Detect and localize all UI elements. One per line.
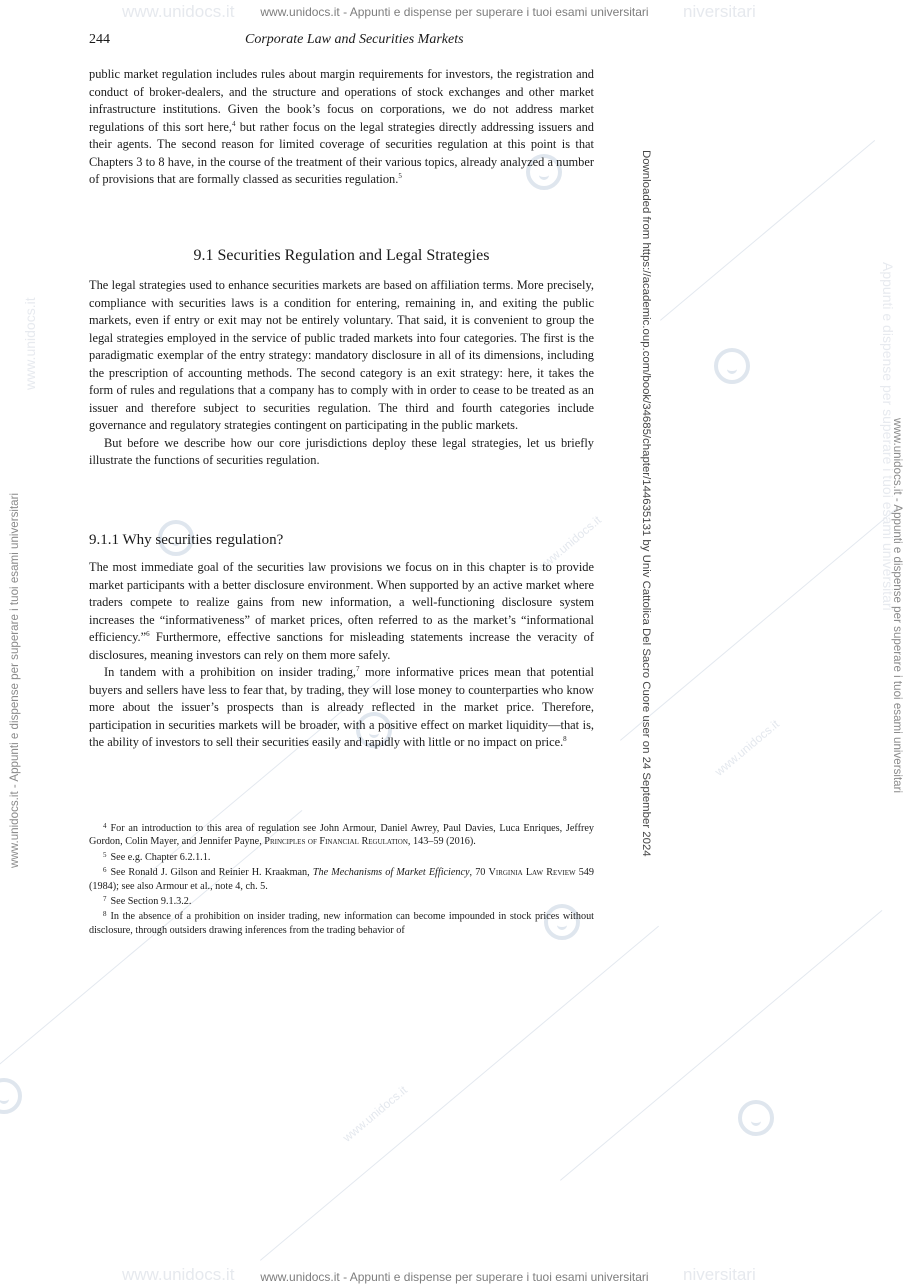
watermark-ghost-text: www.unidocs.it bbox=[122, 2, 235, 21]
watermark-ghost-text: niversitari bbox=[683, 2, 756, 21]
paragraph: The legal strategies used to enhance securities markets are based on affiliation terms. More precisely, compliance with securities laws is a condition for entering, remaining in, and exiting the public markets, even if entry or exit may not be entirely voluntary. That said, it is convenient to group the legal strategies employed in the service of public traded markets into four categories. The first is the paradigmatic exemplar of the entry strategy: mandatory disclosure in all of its dimensions, including the prescription of accounting methods. The second category is an exit strategy: here, it takes the form of rules and regulations that a company has to comply with in order to cease to be treated as an issuer and therefore subject to securities regulation. The third and fourth categories include governance and regulatory strategies contingent on participating in the public markets. bbox=[89, 278, 594, 432]
watermark-diagonal-line bbox=[620, 509, 896, 741]
watermark-side-left-ghost: www.unidocs.it bbox=[22, 297, 38, 390]
section-body bbox=[89, 277, 594, 470]
watermark-side-right-ghost: Appunti e dispense per superare i tuoi esami universitari bbox=[880, 262, 896, 611]
subsection-body bbox=[89, 559, 594, 752]
footnote-ref[interactable]: 4 bbox=[232, 119, 236, 128]
watermark-diagonal-text: www.unidocs.it bbox=[340, 1082, 410, 1145]
footnotes bbox=[89, 820, 594, 937]
watermark-diagonal-line bbox=[560, 910, 882, 1181]
intro-block bbox=[89, 66, 594, 189]
section-heading: 9.1 Securities Regulation and Legal Strategies bbox=[193, 247, 490, 264]
watermark-diagonal-text: www.unidocs.it bbox=[712, 716, 782, 779]
watermark-side-left: www.unidocs.it - Appunti e dispense per superare i tuoi esami universitari bbox=[8, 492, 21, 868]
footnote: $^8$ In the absence of a prohibition on insider trading, new information can become impounded in stock prices without disclosure, through outsiders drawing inferences from the trading behavior of bbox=[89, 910, 594, 936]
paragraph: The most immediate goal of the securities law provisions we focus on in this chapter is to provide market participants with a better disclosure environment. When supported by an active market where traders compete to realize gains from new information, a well-functioning disclosure system increases the “informativeness” of market prices, often referred to as the market’s “informational efficiency.”$^6$ Furthermore, effective sanctions for misleading statements increase the veracity of disclosures, meaning investors can rely on them more safely. bbox=[89, 560, 594, 662]
watermark-banner-top: www.unidocs.it - Appunti e dispense per superare i tuoi esami universitari bbox=[260, 5, 649, 19]
download-notice: Downloaded from https://academic.oup.com/book/34685/chapter/144635131 by Univ Cattolica Del Sacro Cuore user on 24 September 2024 bbox=[640, 150, 652, 857]
running-title: Corporate Law and Securities Markets bbox=[245, 32, 464, 47]
footnote: $^7$ See Section 9.1.3.2. bbox=[103, 895, 192, 908]
watermark-logo-icon bbox=[0, 1078, 22, 1114]
watermark-logo-icon bbox=[714, 348, 750, 384]
footnote: $^4$ For an introduction to this area of regulation see John Armour, Daniel Awrey, Paul Davies, Luca Enriques, Jeffrey Gordon, Colin Mayer, and Jennifer Payne, Principles of Financial Regulation, 143–59 (2016). bbox=[89, 822, 594, 848]
watermark-diagonal-text: www.unidocs.it bbox=[534, 512, 604, 575]
footnote: $^5$ See e.g. Chapter 6.2.1.1. bbox=[103, 850, 211, 863]
paragraph: In tandem with a prohibition on insider trading,$^7$ more informative prices mean that potential buyers and sellers have less to fear that, by trading, they will lose money to counterparties who know more about the issuer’s prospects than is already reflected in the market price. Therefore, participation in securities markets will be broader, with a positive effect on market liquidity—that is, the ability of investors to sell their securities easily and rapidly with little or no impact on price.$^8$ bbox=[89, 665, 594, 749]
watermark-ghost-text: niversitari bbox=[683, 1265, 756, 1284]
watermark-logo-icon bbox=[738, 1100, 774, 1136]
footnote-ref[interactable]: 8 bbox=[563, 735, 567, 743]
page-number: 244 bbox=[89, 32, 110, 47]
watermark-diagonal-line bbox=[260, 926, 659, 1261]
subsection-heading: 9.1.1 Why securities regulation? bbox=[89, 532, 284, 548]
watermark-side-right: www.unidocs.it - Appunti e dispense per superare i tuoi esami universitari bbox=[891, 418, 904, 794]
watermark-ghost-text: www.unidocs.it bbox=[122, 1265, 235, 1284]
footnote: $^6$ See Ronald J. Gilson and Reinier H. Kraakman, The Mechanisms of Market Efficiency, 70 Virginia Law Review 549 (1984); see also Armour et al., note 4, ch. 5. bbox=[89, 866, 594, 892]
watermark-diagonal-line bbox=[660, 140, 875, 321]
footnote-ref[interactable]: 5 bbox=[398, 172, 402, 180]
paragraph: But before we describe how our core jurisdictions deploy these legal strategies, let us briefly illustrate the functions of securities regulation. bbox=[89, 435, 594, 467]
paragraph: public market regulation includes rules about margin requirements for investors, the registration and conduct of broker-dealers, and the structure and operations of stock exchanges and other market infrastructure institutions. Given the book’s focus on corporations, we do not address market regulations of this sort here,$^4$ but rather focus on the legal strategies directly addressing issuers and their agents. The second reason for limited coverage of securities regulation at this point is that Chapters 3 to 8 have, in the course of the treatment of their various topics, already analyzed a number of provisions that are formally classed as securities regulation.$^5$ bbox=[89, 67, 594, 186]
footnote-ref[interactable]: 6 bbox=[146, 630, 150, 638]
footnote-ref[interactable]: 7 bbox=[356, 665, 360, 673]
watermark-banner-bottom: www.unidocs.it - Appunti e dispense per superare i tuoi esami universitari bbox=[260, 1270, 649, 1284]
